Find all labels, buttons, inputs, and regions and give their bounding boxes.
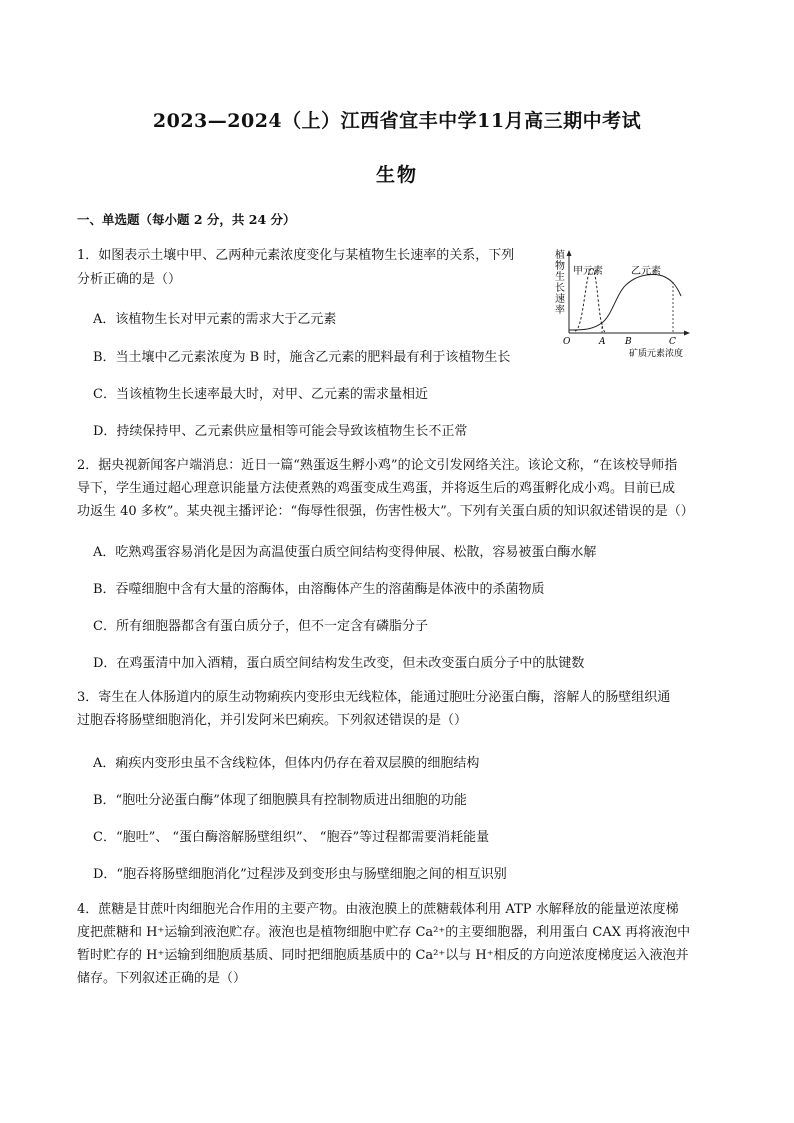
question-4-stem-line-4: 储存。下列叙述正确的是（）: [77, 971, 247, 986]
question-1-stem-line-2: 分析正确的是（）: [77, 272, 182, 287]
exam-title: 2023—2024（上）江西省宜丰中学11月高三期中考试: [152, 110, 642, 132]
figure-tick-a: A: [599, 337, 606, 347]
figure-ylabel-char-2: 物: [555, 261, 565, 272]
figure-curve-element-b: [569, 275, 681, 330]
question-3-option-b: B．“胞吐分泌蛋白酶”体现了细胞膜具有控制物质进出细胞的功能: [93, 793, 467, 808]
question-4-stem-line-3: 暂时贮存的 H⁺运输到细胞质基质、同时把细胞质基质中的 Ca²⁺以与 H⁺相反的方向逆浓度梯度运入液泡并: [77, 948, 689, 963]
question-1-option-d: D．持续保持甲、乙元素供应量相等可能会导致该植物生长不正常: [93, 424, 468, 439]
question-3-option-c: C．“胞吐”、 “蛋白酶溶解肠壁组织”、 “胞吞”等过程都需要消耗能量: [93, 830, 490, 845]
question-2-stem-line-1: 2．据央视新闻客户端消息：近日一篇“熟蛋返生孵小鸡”的论文引发网络关注。该论文称，“在该校导师指: [77, 458, 678, 473]
question-2-option-b: B．吞噬细胞中含有大量的溶酶体，由溶酶体产生的溶菌酶是体液中的杀菌物质: [93, 582, 545, 597]
question-1-option-c: C．当该植物生长速率最大时，对甲、乙元素的需求量相近: [93, 387, 428, 402]
question-2-stem-line-2: 导下，学生通过超心理意识能量方法使煮熟的鸡蛋变成生鸡蛋，并将返生后的鸡蛋孵化成小鸡。目前已成: [77, 481, 676, 496]
figure-ylabel-char-5: 速: [555, 294, 565, 305]
question-1-option-b: B．当土壤中乙元素浓度为 B 时，施含乙元素的肥料最有利于该植物生长: [93, 350, 511, 365]
figure-tick-b: B: [625, 337, 632, 347]
question-2-option-d: D．在鸡蛋清中加入酒精，蛋白质空间结构发生改变，但未改变蛋白质分子中的肽键数: [93, 656, 585, 671]
question-3-stem-line-1: 3．寄生在人体肠道内的原生动物痢疾内变形虫无线粒体，能通过胞吐分泌蛋白酶，溶解人的肠壁组织通: [77, 690, 671, 705]
figure-x-arrow: [684, 331, 690, 336]
figure-curve-element-a: [575, 268, 605, 332]
figure-x-label: 矿质元素浓度: [629, 349, 684, 359]
question-2-stem-line-3: 功返生 40 多枚”。某央视主播评论：“侮辱性很强，伤害性极大”。下列有关蛋白质的知识叙述错误的是（）: [77, 504, 694, 519]
question-4-stem-line-1: 4．蔗糖是甘蔗叶肉细胞光合作用的主要产物。由液泡膜上的蔗糖载体利用 ATP 水解释放的能量逆浓度梯: [77, 902, 679, 917]
figure-ylabel-char-6: 率: [555, 305, 565, 316]
question-1-figure: [553, 248, 713, 364]
question-4-stem-line-2: 度把蔗糖和 H⁺运输到液泡贮存。液泡也是植物细胞中贮存 Ca²⁺的主要细胞器，利用蛋白 CAX 再将液泡中: [77, 925, 691, 940]
figure-tick-c: C: [669, 337, 676, 347]
question-1-stem-line-1: 1．如图表示土壤中甲、乙两种元素浓度变化与某植物生长速率的关系，下列: [77, 248, 515, 263]
section-heading: 一、单选题（每小题 2 分，共 24 分）: [77, 212, 296, 227]
figure-ylabel-char-3: 生: [555, 272, 565, 283]
figure-label-element-a: 甲元素: [573, 266, 603, 277]
figure-ylabel-char-4: 长: [555, 283, 565, 294]
figure-y-arrow: [567, 250, 572, 256]
figure-origin-label: O: [563, 337, 571, 347]
question-2-option-a: A．吃熟鸡蛋容易消化是因为高温使蛋白质空间结构变得伸展、松散，容易被蛋白酶水解: [93, 545, 597, 560]
question-3-stem-line-2: 过胞吞将肠壁细胞消化，并引发阿米巴痢疾。下列叙述错误的是（）: [77, 713, 468, 728]
question-3-option-d: D．“胞吞将肠壁细胞消化”过程涉及到变形虫与肠壁细胞之间的相互识别: [93, 867, 507, 882]
subject-title: 生物: [375, 164, 418, 186]
figure-ylabel-char-1: 植: [555, 250, 565, 261]
question-1-option-a: A．该植物生长对甲元素的需求大于乙元素: [93, 312, 337, 327]
question-2-option-c: C．所有细胞器都含有蛋白质分子，但不一定含有磷脂分子: [93, 619, 428, 634]
question-3-option-a: A．痢疾内变形虫虽不含线粒体，但体内仍存在着双层膜的细胞结构: [93, 756, 480, 771]
figure-label-element-b: 乙元素: [631, 266, 661, 277]
